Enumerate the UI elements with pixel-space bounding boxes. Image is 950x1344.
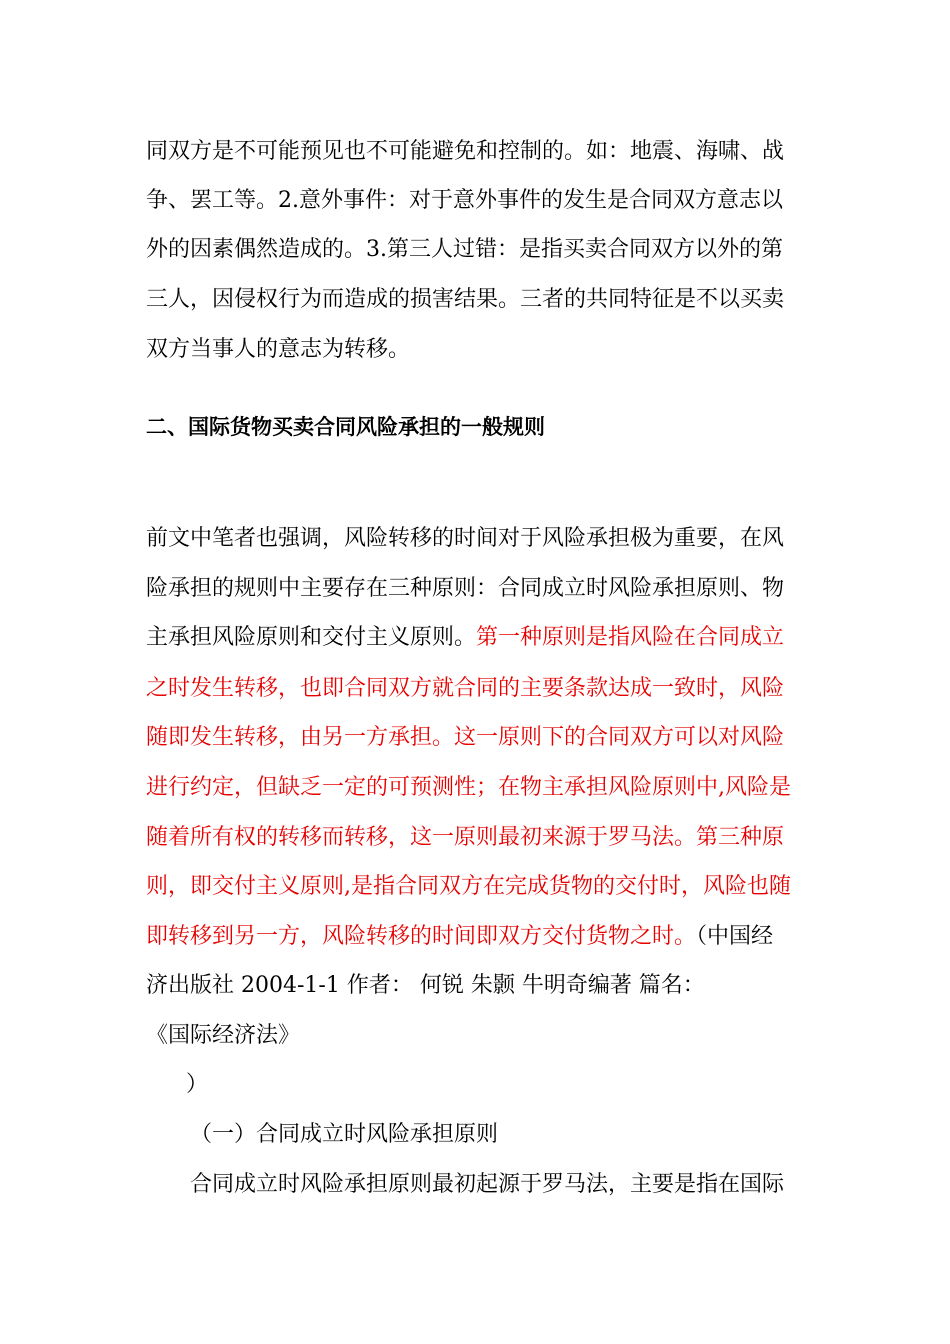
subheading: （一）合同成立时风险承担原则 (190, 1122, 499, 1147)
paragraph-1-line-5: 双方当事人的意志为转移。 (146, 337, 411, 362)
citation-line-2: 《国际经济法》 (146, 1023, 301, 1048)
paragraph-2-line-3-black: 主承担风险原则和交付主义原则。 (146, 625, 477, 650)
paragraph-1-line-1: 同双方是不可能预见也不可能避免和控制的。如：地震、海啸、战 (146, 139, 785, 164)
paragraph-2-red-line-4: 随着所有权的转移而转移，这一原则最初来源于罗马法。第三种原 (146, 825, 785, 850)
paragraph-1-line-4: 三人，因侵权行为而造成的损害结果。三者的共同特征是不以买卖 (146, 287, 785, 312)
paragraph-2-line-2: 险承担的规则中主要存在三种原则：合同成立时风险承担原则、物 (146, 576, 785, 601)
citation-line-3: ） (186, 1072, 209, 1097)
paragraph-2-line-1: 前文中笔者也强调，风险转移的时间对于风险承担极为重要，在风 (146, 526, 785, 551)
paragraph-2-line-3 (146, 623, 784, 653)
paragraph-3-line-1: 合同成立时风险承担原则最初起源于罗马法，主要是指在国际 (190, 1172, 785, 1197)
paragraph-2-red-line-2: 随即发生转移，由另一方承担。这一原则下的合同双方可以对风险 (146, 725, 785, 750)
paragraph-2-line-9-black: （中国经 (696, 924, 774, 949)
paragraph-2-red-line-1: 之时发生转移，也即合同双方就合同的主要条款达成一致时，风险 (146, 676, 785, 701)
section-heading: 二、国际货物买卖合同风险承担的一般规则 (146, 415, 545, 439)
paragraph-2-line-9-red: 即转移到另一方，风险转移的时间即双方交付货物之时。 (146, 924, 697, 949)
paragraph-2-red-line-3: 进行约定，但缺乏一定的可预测性；在物主承担风险原则中,风险是 (146, 775, 791, 800)
paragraph-2-red-line-5: 则，即交付主义原则,是指合同双方在完成货物的交付时，风险也随 (146, 874, 791, 899)
paragraph-1-line-3: 外的因素偶然造成的。3.第三人过错：是指买卖合同双方以外的第 (146, 237, 783, 262)
citation-line-1: 济出版社 2004-1-1 作者： 何锐 朱颢 牛明奇编著 篇名： (146, 973, 705, 998)
paragraph-2-line-9 (146, 922, 773, 952)
paragraph-1-line-2: 争、罢工等。2.意外事件：对于意外事件的发生是合同双方意志以 (146, 188, 783, 213)
paragraph-2-line-3-red: 第一种原则是指风险在合同成立 (476, 625, 785, 650)
